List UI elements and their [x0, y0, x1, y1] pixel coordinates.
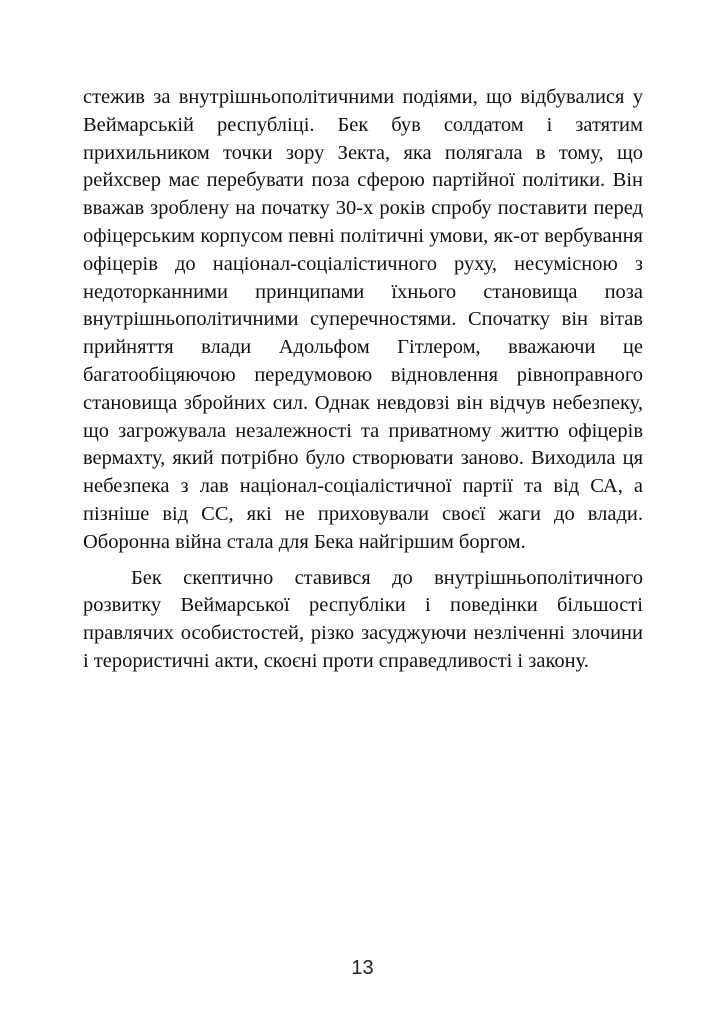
page-body — [83, 84, 643, 676]
page-number: 13 — [351, 957, 374, 979]
paragraph-1: стежив за внутрішньополітичними подіями, що відбувалися у Веймарській республіці. Бек був солдатом і затятим прихильником точки зору Зекта, яка полягала в тому, що рейхсвер має перебувати поза сферою партійної політики. Він вважав зроблену на початку 30-х років спробу поставити перед офіцерським корпусом певні політичні умови, як-от вербування офіцерів до націонал-соціалістичного руху, несумісною з недоторканними принципами їхнього становища поза внутрішньополітичними суперечностями. Спочатку він вітав прийняття влади Адольфом Гітлером, вважаючи це багатообіцяючою передумовою відновлення рівноправного становища збройних сил. Однак невдовзі він відчув небезпеку, що загрожувала незалежності та приватному життю офіцерів вермахту, який потрібно було створювати заново. Виходила ця небезпека з лав націонал-соціалістичної партії та від СА, а пізніше від СС, які не приховували своєї жаги до влади. Оборонна війна стала для Бека найгіршим боргом. — [83, 86, 643, 553]
paragraph-2: Бек скептично ставився до внутрішньополітичного розвитку Веймарської республіки і поведінки більшості правлячих особистостей, різко засуджуючи незліченні злочини і терористичні акти, скоєні проти справедливості і закону. — [83, 566, 643, 672]
